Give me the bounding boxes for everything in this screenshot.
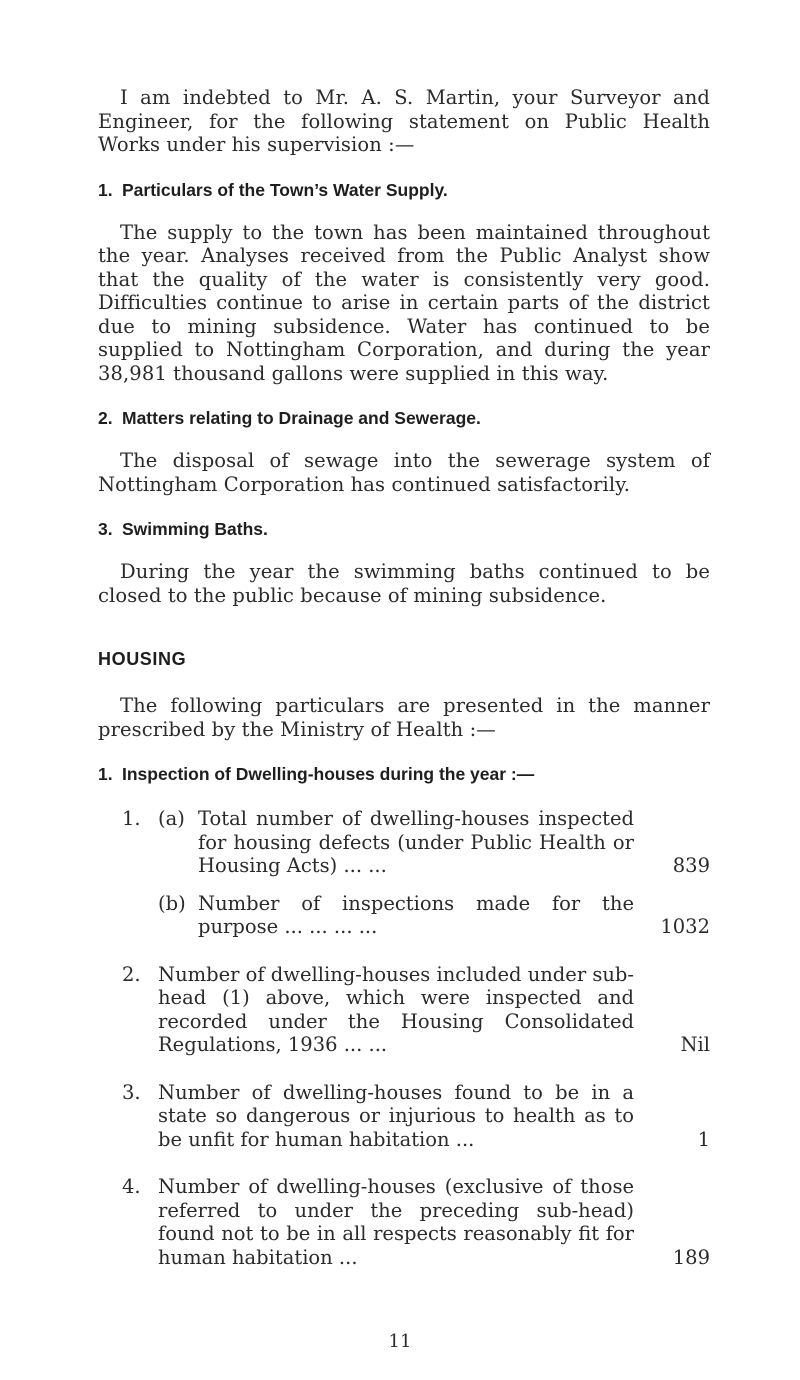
sub-item-text: Total number of dwelling-houses inspected for housing defects (under Public Health or Housing Acts) ... ... [198,807,634,877]
intro-paragraph: I am indebted to Mr. A. S. Martin, your Surveyor and Engineer, for the following statement on Public Health Works under his supervision :— [98,86,710,156]
section-title: Swimming Baths. [122,519,268,539]
section-number: 1. [98,179,113,200]
item-text: Number of dwelling-houses (exclusive of those referred to under the preceding sub-head) found not to be in all respects reasonably fit for human habitation ... [158,1175,634,1269]
section-title: Inspection of Dwelling-houses during the year :— [122,764,535,784]
drainage-paragraph: The disposal of sewage into the sewerage system of Nottingham Corporation has continued satisfactorily. [98,449,710,496]
item-text: Number of dwelling-houses included under sub-head (1) above, which were inspected and recorded under the Housing Consolidated Regulations, 1936 ... ... [158,962,634,1056]
document-page [98,86,710,1269]
section-title: Particulars of the Town’s Water Supply. [122,179,448,200]
sub-item-label: (a) [158,807,185,830]
section-heading-swimming-baths [98,518,710,540]
section-number: 2. [98,408,113,428]
item-number: 1. [122,807,141,830]
item-value: 189 [672,1245,710,1269]
section-number: 1. [98,764,113,784]
section-heading-inspection [98,763,710,785]
housing-intro-paragraph: The following particulars are presented in the manner prescribed by the Ministry of Health :— [98,694,710,741]
sub-item-text: Number of inspections made for the purpose ... ... ... ... [198,891,634,938]
housing-title: HOUSING [98,649,187,669]
swimming-baths-paragraph: During the year the swimming baths continued to be closed to the public because of mining subsidence. [98,560,710,607]
list-item-2 [122,963,710,1057]
item-number: 4. [122,1175,141,1198]
item-value: Nil [680,1033,710,1056]
item-value: 1 [697,1127,710,1151]
sub-item-value: 839 [672,854,710,877]
sub-item-value: 1032 [660,915,710,938]
item-number: 2. [122,962,141,986]
section-heading-drainage [98,407,710,429]
sub-item-label: (b) [158,891,186,915]
section-title: Matters relating to Drainage and Sewerage. [122,408,481,428]
list-item-4 [122,1175,710,1269]
inspection-list [122,807,710,1269]
section-heading-water-supply [98,179,710,201]
water-supply-paragraph: The supply to the town has been maintained throughout the year. Analyses received from the Public Analyst show that the quality of the water is consistently very good. Difficulties continue to arise in certain parts of the district due to mining subsidence. Water has continued to be supplied to Nottingham Corporation, and during the year 38,981 thousand gallons were supplied in this way. [98,220,710,385]
list-item-3 [122,1081,710,1152]
sub-item-b [122,892,710,939]
sub-item-a [122,807,710,878]
page-number: 11 [388,1331,412,1352]
list-item-1 [122,807,710,939]
section-number: 3. [98,519,113,539]
item-number: 3. [122,1080,141,1104]
item-text: Number of dwelling-houses found to be in a state so dangerous or injurious to health as to be unfit for human habitation ... [158,1080,634,1151]
